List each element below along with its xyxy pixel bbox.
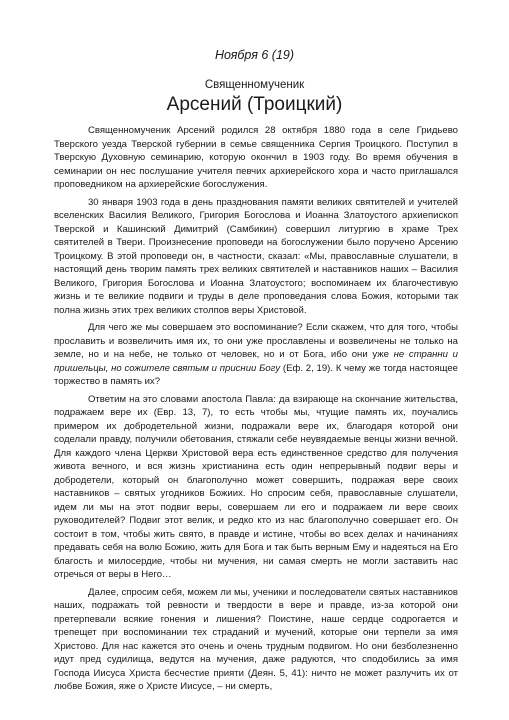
feast-date: Ноября 6 (19) [214,48,295,62]
paragraph-sermon-intro: 30 января 1903 года в день празднования памяти великих святителей и учителей вселенских Василия Великого, Григория Богослова и Иоанна Златоустого архиепископ Тверской и Кашинский Димитрий (Самбикин) совершил литургию в храме Трех святителей в Твери. Произнесение проповеди на богослужении было поручено Арсению Троицкому. В этой проповеди он, в частности, сказал: «Мы, православные слушатели, в настоящий день творим память трех великих святителей и наставников наших – Василия Великого, Григория Богослова и Иоанна Златоустого; воспоминаем их благочестивую жизнь и те великие подвиги и труды в деле проповедания слова Божия, которыми так полна жизнь этих трех великих столпов веры Христовой. [54,196,458,316]
paragraph-answer: Ответим на это словами апостола Павла: да взирающе на скончание жительства, подражаем вере их (Евр. 13, 7), то есть чтобы мы, чтущие память их, поучались примером их добродетельной жизни, подражали вере их, благодаря которой они соделали правду, получили обетования, стяжали себе неувядаемые венцы жизни вечной. Для каждого члена Церкви Христовой вера есть единственное средство для получения живота вечного, и вся жизнь христианина есть один непрерывный подвиг веры и добродетели, который он благополучно может совершить, подражая вере своих наставников – святых угодников Божиих. Но спросим себя, православные слушатели, идем ли мы на этот подвиг веры, совершаем ли его и подражаем ли вере своих руководителей? Подвиг этот велик, и редко кто из нас благополучно совершает его. Он состоит в том, чтобы жить свято, в правде и истине, чтобы во всех делах и начинаниях предавать себя на волю Божию, жить для Бога и так быть верным Ему и надеяться на Его благость и милосердие, чтобы ни мучения, ни самая смерть не могли заставить нас отречься от веры в Него… [54,393,458,580]
paragraph-question-text-2: (Еф. 2, 19). К чему же тогда настоящее торжество в память их? [54,362,458,387]
paragraph-question-text-1: Для чего же мы совершаем это воспоминание? Если скажем, что для того, чтобы прославить и возвеличить имя их, то они уже прославлены и возвеличены не только на земле, но и на небе, не только от человек, но и от Бога, ибо они уже [54,322,458,360]
scripture-quote-italic: не странни и пришельцы, но сожителе святым и приснии Богу [54,349,458,374]
saint-name-title: Арсений (Троицкий) [166,94,343,115]
paragraph-further: Далее, спросим себя, можем ли мы, ученики и последователи святых наставников наших, подражать той ревности и твердости в вере и правде, из-за которой они претерпевали всякие гонения и лишения? Поистине, наше сердце содрогается и трепещет при воспоминании тех страданий и мучений, которые они терпели за имя Христово. Для нас кажется это очень и очень трудным подвигом. Но они безболезненно идут пред судилища, ведутся на мучения, даже радуются, что сподобились за имя Господа Иисуса Христа бесчестие прияти (Деян. 5, 41): ничто не может разлучить их от любве Божия, яже о Христе Иисусе, – ни смерть, [54,586,458,692]
paragraph-biography: Священномученик Арсений родился 28 октября 1880 года в селе Гридьево Тверского уезда Тверской губернии в семье священника Сергия Троицкого. Поступил в Тверскую Духовную семинарию, которую окончил в 1903 году. Во время обучения в семинарии он нес послушание учителя певчих архиерейского хора и часто приглашался проповедником на архиерейские богослужения. [54,125,458,190]
saint-rank: Священномученик [204,79,305,91]
paragraph-question [54,321,458,389]
article-body [54,124,458,698]
